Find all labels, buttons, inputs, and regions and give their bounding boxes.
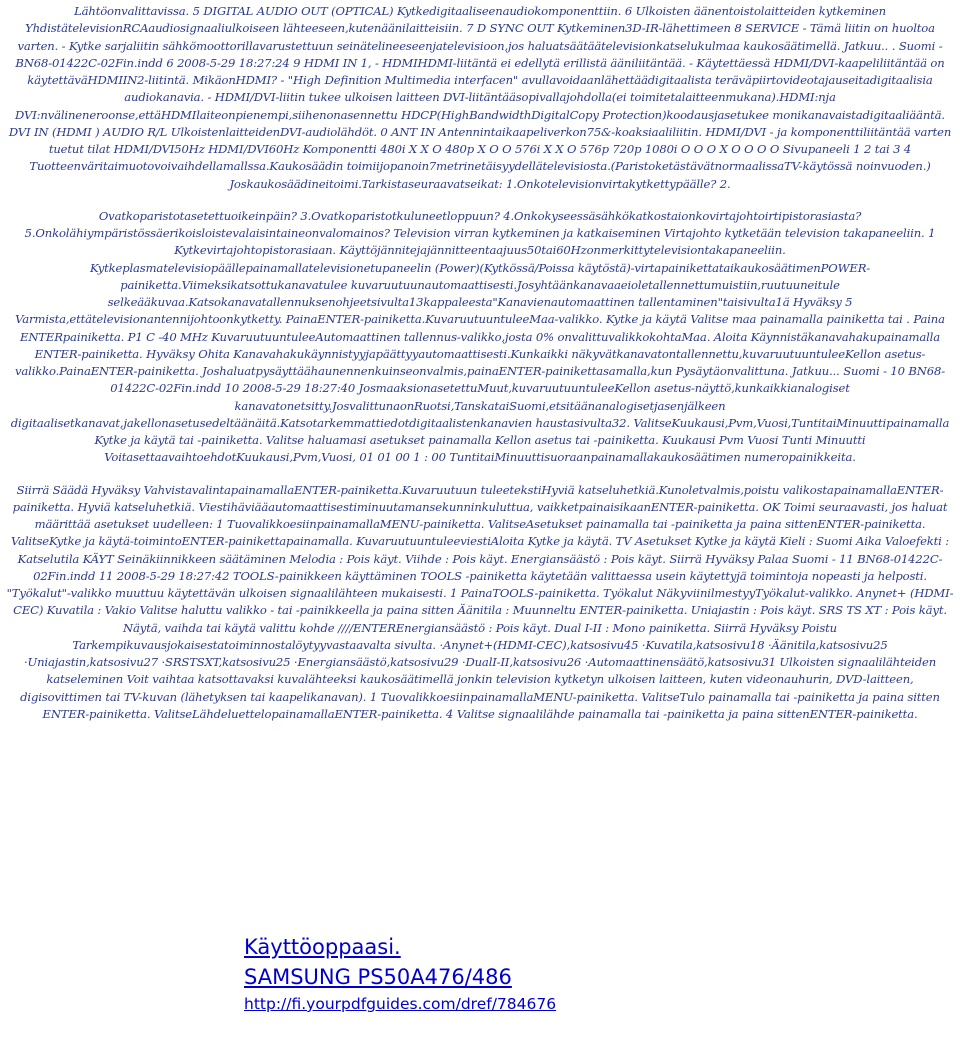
- paragraph-tools: Siirrä Säädä Hyväksy VahvistavalintapainamallaENTER-painiketta.Kuvaruutuun tuleetekstiHyviä katseluhetkiä.Kunoletvalmis,poistu valikostapainamallaENTER-painiketta. Hyviä katseluhetkiä. Viestihäviääautomaattisestiminuutamansekunninkuluttua, vaikketpainaisikaanENTER-painiketta. OK Toimi seuraavasti, jos haluat määrittää asetukset uudelleen: 1 TuovalikkoesiinpainamallaMENU-painiketta. ValitseAsetukset painamalla tai -painiketta ja paina sittenENTER-painiketta. ValitseKytke ja käytä-toimintoENTER-painikettapainamalla. KuvaruutuuntuleeviestiAloita Kytke ja käytä. TV Asetukset Kytke ja käytä Kieli : Suomi Aika Valoefekti : Katselutila KÄYT Seinäkiinnikkeen säätäminen Melodia : Pois käyt. Viihde : Pois käyt. Energiansäästö : Pois käyt. Siirrä Hyväksy Palaa Suomi - 11 BN68-01422C-02Fin.indd 11 2008-5-29 18:27:42 TOOLS-painikkeen käyttäminen TOOLS -painiketta käytetään valittaessa usein käytettyjä toimintoja nopeasti ja helposti. "Työkalut"-valikko muuttuu käytettävän ulkoisen signaalilähteen mukaisesti. 1 PainaTOOLS-painiketta. Työkalut NäkyviinilmestyyTyökalut-valikko. Anynet+ (HDMI-CEC) Kuvatila : Vakio Valitse haluttu valikko - tai -painikkeella ja paina sitten Äänitila : Muunneltu ENTER-painiketta. Uniajastin : Pois käyt. SRS TS XT : Pois käyt. Näytä, vaihda tai käytä valittu kohde ////ENTEREnergiansäästö : Pois käyt. Dual I-II : Mono painiketta. Siirrä Hyväksy Poistu Tarkempikuvausjokaisestatoiminnostalöytyyvastaavalta sivulta. ·Anynet+(HDMI-CEC),katsosivu45 ·Kuvatila,katsosivu18 ·Äänitila,katsosivu25 ·Uniajastin,katsosivu27 ·SRSTSXT,katsosivu25 ·Energiansäästö,katsosivu29 ·DualI-II,katsosivu26 ·Automaattinensäätö,katsosivu31 Ulkoisten signaalilähteiden katseleminen Voit vaihtaa katsottavaksi kuvalähteeksi kaukosäätimellä jonkin television kytketyn ulkoisen laitteen, kuten videonauhurin, DVD-laitteen, digisovittimen tai TV-kuvan (lähetyksen tai kaapelikanavan). 1 TuovalikkoesiinpainamallaMENU-painiketta. ValitseTulo painamalla tai -painiketta ja paina sitten ENTER-painiketta. ValitseLähdeluettelopainamallaENTER-painiketta. 4 Valitse signaalilähde painamalla tai -painiketta ja paina sittenENTER-painiketta.: [6, 482, 954, 721]
- manual-link[interactable]: Käyttöoppaasi.: [244, 935, 401, 959]
- manual-text: [4, 3, 956, 933]
- model-link[interactable]: SAMSUNG PS50A476/486: [244, 965, 512, 989]
- paragraph-connections: Lähtöonvalittavissa. 5 DIGITAL AUDIO OUT (OPTICAL) Kytkedigitaaliseenaudiokomponenttiin. 6 Ulkoisten äänentoistolaitteiden kytkeminen YhdistätelevisionRCAaudiosignaaliulkoiseen lähteeseen,kutenäänilaitteisiin. 7 D SYNC OUT Kytkeminen3D-IR-lähettimeen 8 SERVICE - Tämä liitin on huoltoa varten. - Kytke sarjaliitin sähkömoottorillavarustettuun seinätelineeseenjatelevisioon,jos haluatsäätäätelevisionkatselukulmaa kaukosäätimellä. Jatkuu.. . Suomi - BN68-01422C-02Fin.indd 6 2008-5-29 18:27:24 9 HDMI IN 1, - HDMIHDMI-liitäntä ei edellytä erillistä ääniliitäntää. - Käytettäessä HDMI/DVI-kaapeliliitäntää on käytettäväHDMIIN2-liitintä. MikäonHDMI? - "High Definition Multimedia interfacen" avullavoidaanlähettäädigitaalista teräväpiirtovideotajauseitadigitaalisia audiokanavia. - HDMI/DVI-liitin tukee ulkoisen laitteen DVI-liitäntääsopivallajohdolla(ei toimitetalaitteenmukana).HDMI:nja DVI:nvälineneroonse,ettäHDMIlaiteonpienempi,siihenonasennettu HDCP(HighBandwidthDigitalCopy Protection)koodausjasetukee monikanavaistadigitaaliääntä. DVI IN (HDMI ) AUDIO R/L UlkoistenlaitteidenDVI-audiolähdöt. 0 ANT IN Antennintaikaapeliverkon75&-koaksiaaliliitin. HDMI/DVI - ja komponenttiliitäntää varten tuetut tilat HDMI/DVI50Hz HDMI/DVI60Hz Komponentti 480i X X O 480p X O O 576i X X O 576p 720p 1080i O O O X O O O O Sivupaneeli 1 2 tai 3 4 Tuotteenväritaimuotovoivaihdellamallssa.Kaukosäädin toimiijopanoin7metrinetäisyydellätelevisiosta.(ParistoketästävätnormaalissaTV-käytössä noinvuoden.) Joskaukosäädineitoimi.Tarkistaseuraavatseikat: 1.Onkotelevisionvirtakytkettypäälle? 2.: [8, 4, 952, 191]
- paragraph-power-setup: Ovatkoparistotasetettuoikeinpäin? 3.Ovatkoparistotkuluneetloppuun? 4.Onkokyseessäsähkökatkostaionkovirtajohtoirtipistorasiasta? 5.Onkolähiympäristössäerikoisloistevalaisintaineonvalomainos? Television virran kytkeminen ja katkaiseminen Virtajohto kytketään television takapaneeliin. 1 Kytkevirtajohtopistorasiaan. Käyttöjännitejajännitteentaajuus50tai60Hzonmerkittytelevisiontakapaneeliin. Kytkeplasmatelevisiopäällepainamallatelevisionetupaneelin (Power)(Kytkössä/Poissa käytöstä)-virtapainikettataikaukosäätimenPOWER-painiketta.Viimeksikatsottukanavatulee kuvaruutuunautomaattisesti.Josyhtäänkanavaaeioletallennettumuistiin,ruutuuneitule selkeääkuvaa.Katsokanavatallennuksenohjeetsivulta13kappaleesta"Kanavienautomaattinen tallentaminen"taisivulta1ä Hyväksy 5 Varmista,ettätelevisionantennijohtoonkytketty. PainaENTER-painiketta.KuvaruutuuntuleeMaa-valikko. Kytke ja käytä Valitse maa painamalla painiketta tai . Paina ENTERpainiketta. P1 C -40 MHz KuvaruutuuntuleeAutomaattinen tallennus-valikko,josta 0% onvalittuvalikkokohtaMaa. Aloita Käynnistäkanavahakupainamalla ENTER-painiketta. Hyväksy Ohita Kanavahakukäynnistyyjapäättyyautomaattisesti.Kunkaikki näkyvätkanavatontallennettu,kuvaruutuuntuleeKellon asetus-valikko.PainaENTER-painiketta. Joshaluatpysäyttäähaunennenkuinseonvalmis,painaENTER-painikettasamalla,kun Pysäytäonvalittuna. Jatkuu... Suomi - 10 BN68-01422C-02Fin.indd 10 2008-5-29 18:27:40 JosmaaksionasetettuMuut,kuvaruutuuntuleeKellon asetus-näyttö,kunkaikkianalogiset kanavatonetsitty.JosvalittunaonRuotsi,TanskataiSuomi,etsitäänanalogisetjasenjälkeen digitaalisetkanavat,jakellonasetusedeltäänäitä.Katsotarkemmattiedotdigitaalistenkanavien haustasivulta32. ValitseKuukausi,Pvm,Vuosi,TuntitaiMinuuttipainamalla Kytke ja käytä tai -painiketta. Valitse haluamasi asetukset painamalla Kellon asetus tai -painiketta. Kuukausi Pvm Vuosi Tunti Minuutti VoitasettaavaihtoehdotKuukausi,Pvm,Vuosi, 01 01 00 1 : 00 TuntitaiMinuuttisuoraanpainamallakaukosäätimen numeropainikkeita.: [10, 208, 950, 465]
- url-link[interactable]: http://fi.yourpdfguides.com/dref/784676: [244, 995, 557, 1013]
- footer-links: [244, 932, 556, 1016]
